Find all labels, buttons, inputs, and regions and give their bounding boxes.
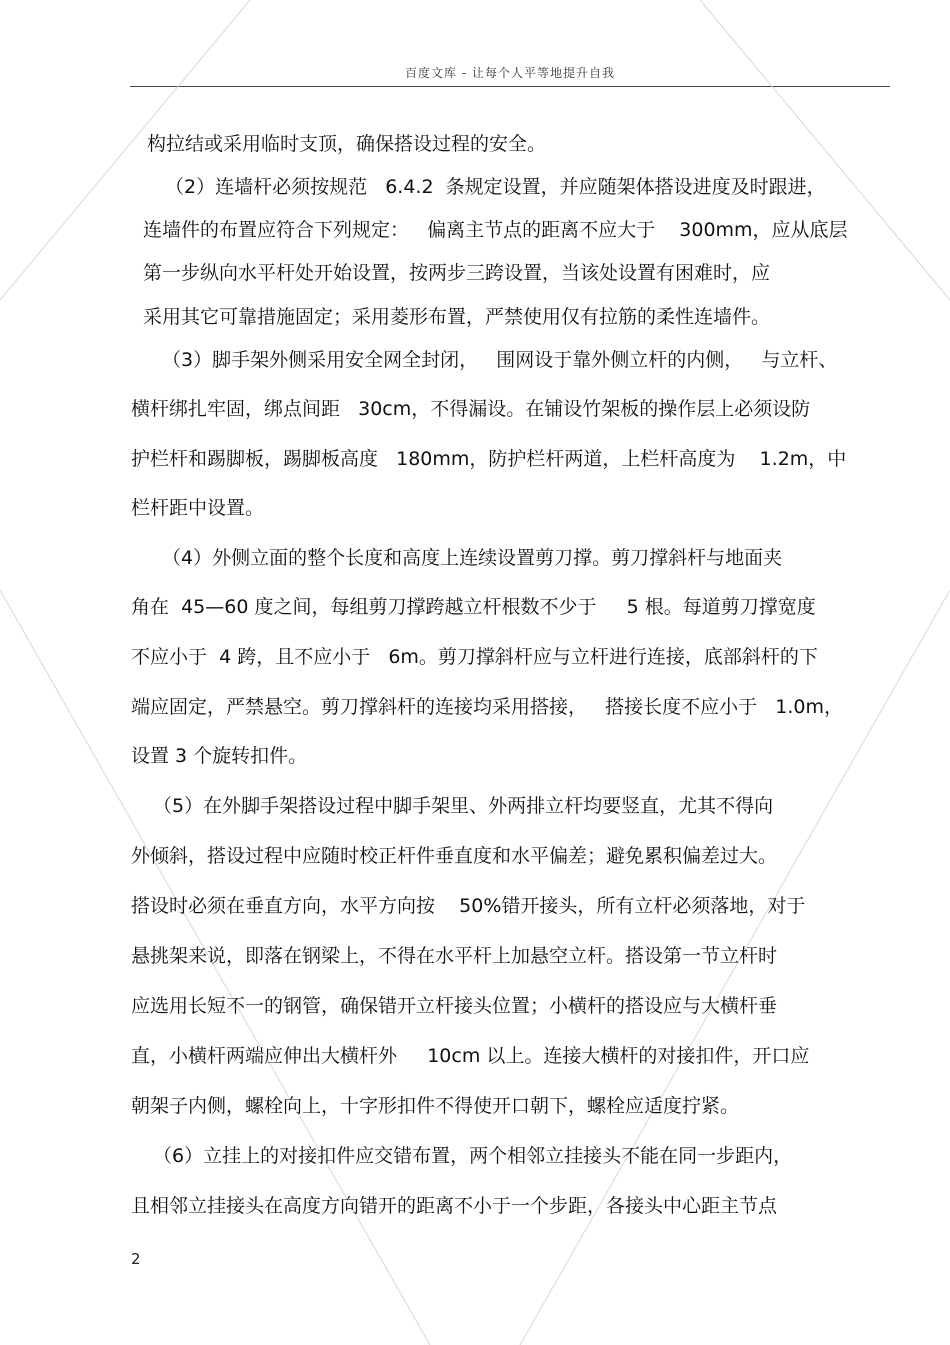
body-line-18: 悬挑架来说，即落在钢梁上，不得在水平杆上加悬空立杆。搭设第一节立杆时 (131, 945, 778, 967)
body-line-21: 朝架子内侧，螺栓向上，十字形扣件不得使开口朝下，螺栓应适度拧紧。 (131, 1095, 740, 1117)
page-number: 2 (131, 1250, 141, 1268)
body-line-7: 横杆绑扎牢固，绑点间距 30cm，不得漏设。在铺设竹架板的操作层上必须设防 (131, 398, 811, 420)
body-line-12: 不应小于 4 跨，且不应小于 6m。剪刀撑斜杆应与立杆进行连接，底部斜杆的下 (131, 646, 818, 668)
page-header: 百度文库 - 让每个人平等地提升自我 (405, 66, 615, 80)
body-line-1: 构拉结或采用临时支顶，确保搭设过程的安全。 (147, 133, 547, 155)
body-line-19: 应选用长短不一的钢管，确保错开立杆接头位置；小横杆的搭设应与大横杆垂 (131, 995, 778, 1017)
body-line-17: 搭设时必须在垂直方向，水平方向按 50%错开接头，所有立杆必须落地，对于 (131, 895, 806, 917)
body-line-20: 直，小横杆两端应伸出大横杆外 10cm 以上。连接大横杆的对接扣件，开口应 (131, 1045, 810, 1067)
body-line-2: （2）连墙杆必须按规范 6.4.2 条规定设置，并应随架体搭设进度及时跟进， (165, 176, 826, 198)
body-line-13: 端应固定，严禁悬空。剪刀撑斜杆的连接均采用搭接， 搭接长度不应小于 1.0m， (131, 696, 843, 718)
body-line-5: 采用其它可靠措施固定；采用菱形布置，严禁使用仅有拉筋的柔性连墙件。 (143, 306, 771, 328)
body-line-6: （3）脚手架外侧采用安全网全封闭， 围网设于靠外侧立杆的内侧， 与立杆、 (162, 349, 838, 371)
body-line-14: 设置 3 个旋转扣件。 (131, 745, 308, 767)
body-line-15: （5）在外脚手架搭设过程中脚手架里、外两排立杆均要竖直，尤其不得向 (153, 795, 774, 817)
body-line-11: 角在 45—60 度之间，每组剪刀撑跨越立杆根数不少于 5 根。每道剪刀撑宽度 (131, 596, 816, 618)
body-line-10: （4）外侧立面的整个长度和高度上连续设置剪刀撑。剪刀撑斜杆与地面夹 (162, 547, 783, 569)
body-line-3: 连墙件的布置应符合下列规定： 偏离主节点的距离不应大于 300mm，应从底层 (143, 219, 848, 241)
body-line-23: 且相邻立挂接头在高度方向错开的距离不小于一个步距，各接头中心距主节点 (131, 1195, 778, 1217)
body-line-9: 栏杆距中设置。 (131, 497, 265, 519)
body-line-22: （6）立挂上的对接扣件应交错布置，两个相邻立挂接头不能在同一步距内， (153, 1145, 793, 1167)
body-line-16: 外倾斜，搭设过程中应随时校正杆件垂直度和水平偏差；避免累积偏差过大。 (131, 845, 778, 867)
body-line-8: 护栏杆和踢脚板，踢脚板高度 180mm，防护栏杆两道，上栏杆高度为 1.2m，中 (131, 448, 847, 470)
body-line-4: 第一步纵向水平杆处开始设置，按两步三跨设置，当该处设置有困难时，应 (143, 262, 771, 284)
header-rule (130, 86, 890, 87)
